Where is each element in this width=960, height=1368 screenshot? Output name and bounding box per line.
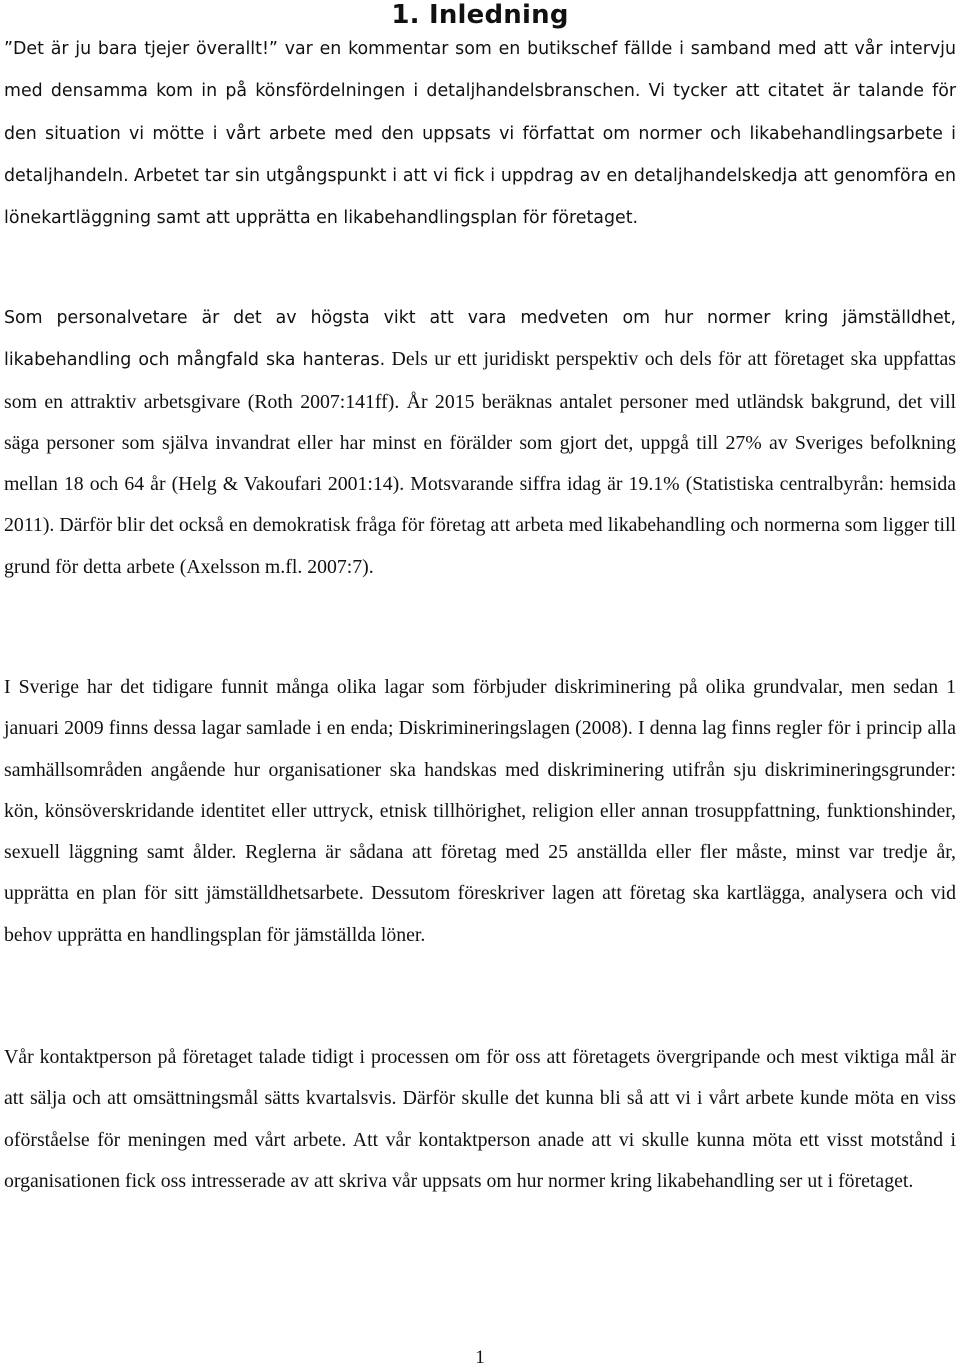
page-number: 1 <box>475 1347 485 1368</box>
document-page <box>4 0 957 1192</box>
section-heading: 1. Inledning <box>391 0 569 30</box>
paragraph-intro-text-part1: ”Det är ju bara tjejer överallt!” var en kommentar som en butikschef fällde i samband med att vår intervju med densamma kom in på könsfördelningen i detaljhandelsbranschen. Vi tycker att citatet är talande för den situation vi mötte i vårt arbete med den uppsats vi författat om normer och likabehandlingsarbete i detaljhandeln. <box>4 39 956 186</box>
paragraph-personalvetare-text-part2: Dels ur ett juridiskt perspektiv och dels för att företaget ska uppfattas som en attraktiv arbetsgivare (Roth 2007:141ff). År 2015 beräknas antalet personer med utländsk bakgrund, det vill säga personer som själva invandrat eller har minst en förälder som gjort det, uppgå till 27% av Sveriges befolkning mellan 18 och 64 år (Helg & Vakoufari 2001:14). Motsvarande siffra idag är 19.1% (Statistiska centralbyrån: hemsida 2011). Därför blir det också en demokratisk fråga för företag att arbeta med likabehandling och normerna som ligger till grund för detta arbete (Axelsson m.fl. 2007:7). <box>4 348 957 578</box>
paragraph-personalvetare <box>4 297 956 588</box>
paragraph-intro <box>4 28 956 239</box>
paragraph-kontaktperson: Vår kontaktperson på företaget talade tidigt i processen om för oss att företagets övergripande och mest viktiga mål är att sälja och att omsättningsmål sätts kvartalsvis. Därför skulle det kunna bli så att vi i vårt arbete kunde möta en viss oförståelse för meningen med vårt arbete. Att vår kontaktperson anade att vi skulle kunna möta ett visst motstånd i organisationen fick oss intresserade av att skriva vår uppsats om hur normer kring likabehandling ser ut i företaget. <box>4 1046 956 1192</box>
paragraph-personalvetare-text-part1: Som personalvetare är det av högsta vikt att vara medveten om hur normer kring jämställdhet, likabehandling och mångfald ska hanteras. <box>4 308 956 371</box>
paragraph-intro-text-part2: Arbetet tar sin utgångspunkt i att vi fick i uppdrag av en detaljhandelskedja att genomföra en lönekartläggning samt att upprätta en likabehandlingsplan för företaget. <box>4 165 956 229</box>
paragraph-diskrimineringslagen: I Sverige har det tidigare funnit många olika lagar som förbjuder diskriminering på olika grundvalar, men sedan 1 januari 2009 finns dessa lagar samlade i en enda; Diskrimineringslagen (2008). I denna lag finns regler för i princip alla samhällsområden angående hur organisationer ska handskas med diskriminering utifrån sju diskrimineringsgrunder: kön, könsöverskridande identitet eller uttryck, etnisk tillhörighet, religion eller annan trosuppfattning, funktionshinder, sexuell läggning samt ålder. Reglerna är sådana att företag med 25 anställda eller fler måste, minst var tredje år, upprätta en plan för sitt jämställdhetsarbete. Dessutom föreskriver lagen att företag ska kartlägga, analysera och vid behov upprätta en handlingsplan för jämställda löner. <box>4 676 956 946</box>
